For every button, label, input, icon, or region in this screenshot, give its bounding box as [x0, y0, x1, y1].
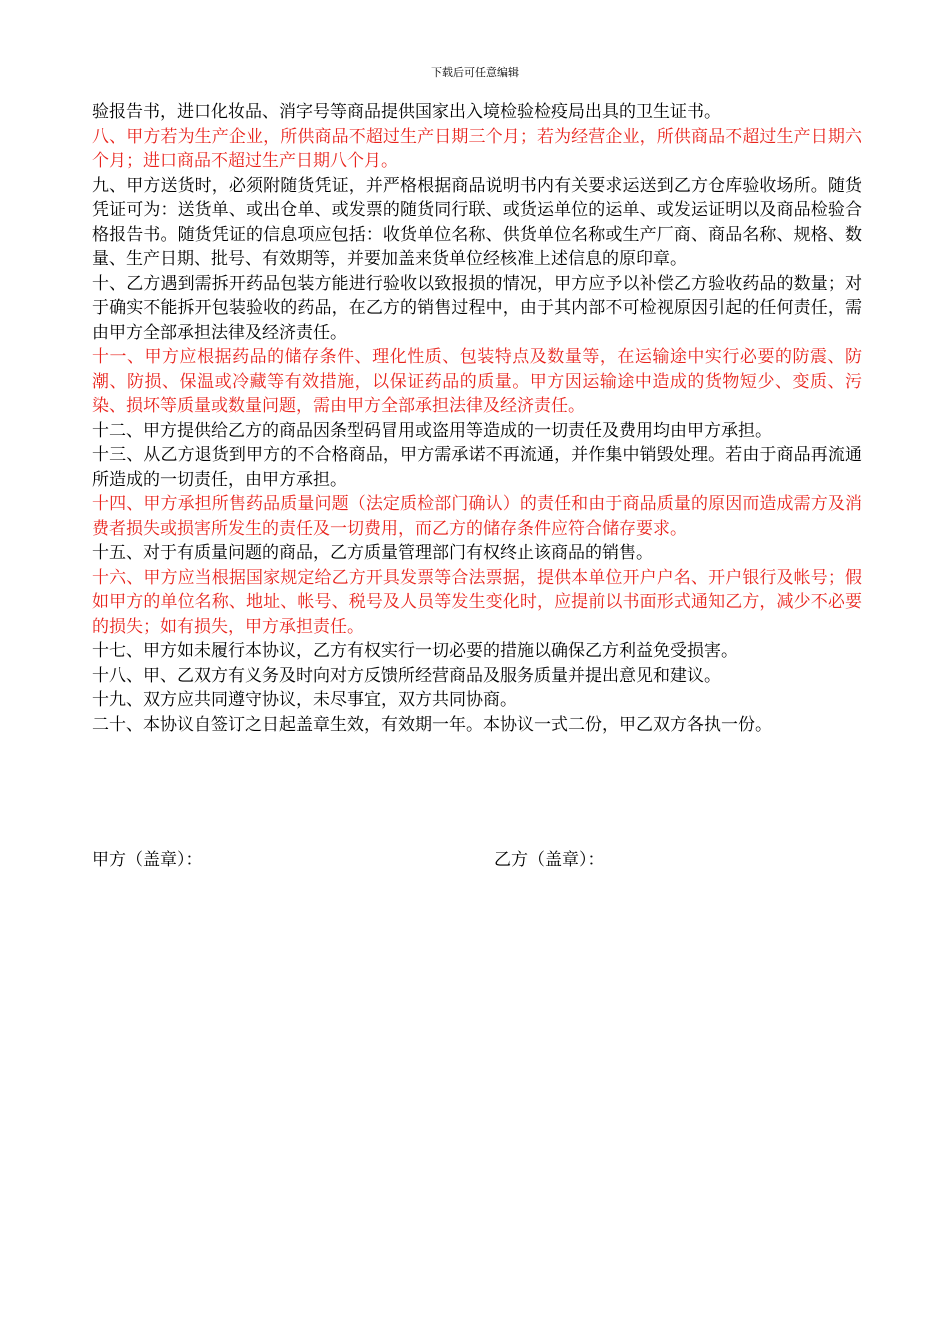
clause-paragraph: 十一、甲方应根据药品的储存条件、理化性质、包装特点及数量等，在运输途中实行必要的防震、防潮、防损、保温或冷藏等有效措施，以保证药品的质量。甲方因运输途中造成的货物短少、变质、污染、损坏等质量或数量问题，需由甲方全部承担法律及经济责任。 [92, 347, 862, 416]
party-a-seal-label: 甲方（盖章）： [92, 850, 203, 870]
signature-row [92, 848, 862, 872]
clause-paragraph: 十九、双方应共同遵守协议，未尽事宜，双方共同协商。 [92, 690, 517, 710]
clause-paragraph: 十五、对于有质量问题的商品，乙方质量管理部门有权终止该商品的销售。 [92, 543, 653, 563]
clause-paragraph: 十七、甲方如未履行本协议，乙方有权实行一切必要的措施以确保乙方利益免受损害。 [92, 641, 738, 661]
clause-paragraph: 验报告书，进口化妆品、消字号等商品提供国家出入境检验检疫局出具的卫生证书。 [92, 102, 721, 122]
clause-paragraph: 十八、甲、乙双方有义务及时向对方反馈所经营商品及服务质量并提出意见和建议。 [92, 665, 721, 686]
clause-paragraph: 十四、甲方承担所售药品质量问题（法定质检部门确认）的责任和由于商品质量的原因而造成需方及消费者损失或损害所发生的责任及一切费用，而乙方的储存条件应符合储存要求。 [92, 494, 862, 539]
clause-paragraph: 十三、从乙方退货到甲方的不合格商品，甲方需承诺不再流通，并作集中销毁处理。若由于商品再流通所造成的一切责任，由甲方承担。 [92, 445, 862, 490]
clause-paragraph: 十六、甲方应当根据国家规定给乙方开具发票等合法票据，提供本单位开户户名、开户银行及帐号；假如甲方的单位名称、地址、帐号、税号及人员等发生变化时，应提前以书面形式通知乙方，减少不必要的损失；如有损失，甲方承担责任。 [92, 567, 862, 637]
clause-paragraph: 十二、甲方提供给乙方的商品因条型码冒用或盗用等造成的一切责任及费用均由甲方承担。 [92, 420, 772, 441]
clause-paragraph: 九、甲方送货时，必须附随货凭证，并严格根据商品说明书内有关要求运送到乙方仓库验收场所。随货凭证可为：送货单、或出仓单、或发票的随货同行联、或货运单位的运单、或发运证明以及商品检验合格报告书。随货凭证的信息项应包括：收货单位名称、供货单位名称或生产厂商、商品名称、规格、数量、生产日期、批号、有效期等，并要加盖来货单位经核准上述信息的原印章。 [92, 175, 862, 269]
party-b-seal-label: 乙方（盖章）： [494, 850, 605, 870]
header-caption: 下载后可任意编辑 [431, 66, 519, 79]
contract-body [92, 100, 862, 737]
clause-paragraph: 二十、本协议自签订之日起盖章生效，有效期一年。本协议一式二份，甲乙双方各执一份。 [92, 714, 772, 735]
page-header [0, 66, 950, 80]
clause-paragraph: 八、甲方若为生产企业，所供商品不超过生产日期三个月；若为经营企业，所供商品不超过生产日期六个月；进口商品不超过生产日期八个月。 [92, 126, 862, 171]
clause-paragraph: 十、乙方遇到需拆开药品包装方能进行验收以致报损的情况，甲方应予以补偿乙方验收药品的数量；对于确实不能拆开包装验收的药品，在乙方的销售过程中，由于其内部不可检视原因引起的任何责任，需由甲方全部承担法律及经济责任。 [92, 273, 862, 343]
